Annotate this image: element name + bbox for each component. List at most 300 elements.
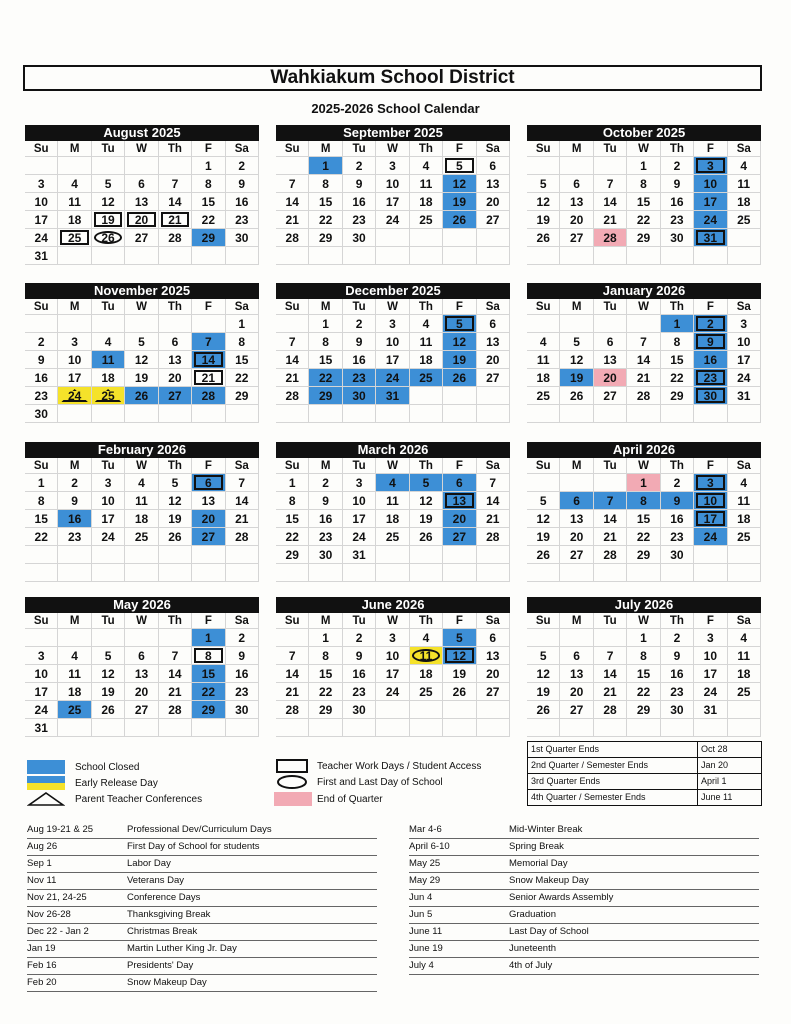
day-cell: [309, 492, 342, 510]
day-cell: [443, 351, 476, 369]
event-name: Snow Makeup Day: [509, 875, 589, 886]
day-cell: [594, 492, 627, 510]
day-cell: [661, 351, 694, 369]
month-calendar: [25, 442, 259, 582]
day-number: 23: [235, 685, 249, 699]
day-number: 8: [288, 494, 296, 508]
weekday-header: M: [309, 299, 342, 315]
day-number: 4: [71, 649, 78, 663]
empty-cell: [25, 157, 58, 175]
empty-cell: [376, 546, 409, 564]
day-number: 15: [318, 353, 333, 367]
day-cell: [276, 665, 309, 683]
empty-cell: [25, 629, 58, 647]
day-cell: [728, 387, 761, 405]
month-calendar: [25, 283, 259, 423]
day-cell: [443, 474, 476, 492]
empty-cell: [694, 719, 727, 737]
month-grid: [25, 299, 259, 423]
day-cell: [560, 665, 593, 683]
month-calendar: [527, 597, 761, 737]
day-cell: [343, 701, 376, 719]
day-number: 29: [201, 231, 216, 245]
weekday-header: Tu: [594, 458, 627, 474]
empty-cell: [410, 247, 443, 265]
closed-swatch: [27, 760, 65, 774]
day-number: 22: [201, 685, 216, 699]
event-name: Conference Days: [127, 892, 201, 903]
day-cell: [92, 665, 125, 683]
day-cell: [594, 193, 627, 211]
weekday-header: M: [58, 613, 91, 629]
day-cell: [192, 175, 225, 193]
empty-cell: [125, 719, 158, 737]
empty-cell: [192, 405, 225, 423]
day-cell: [728, 333, 761, 351]
day-cell: [477, 193, 510, 211]
day-number: 28: [285, 703, 299, 717]
weekday-header: Sa: [226, 458, 259, 474]
weekday-header: W: [125, 458, 158, 474]
day-number: 16: [352, 353, 366, 367]
empty-cell: [728, 229, 761, 247]
day-cell: [477, 351, 510, 369]
day-cell: [661, 665, 694, 683]
day-cell: [58, 175, 91, 193]
empty-cell: [309, 247, 342, 265]
day-cell: [58, 193, 91, 211]
empty-cell: [58, 719, 91, 737]
weekday-header: Su: [25, 613, 58, 629]
day-cell: [627, 193, 660, 211]
day-number: 30: [670, 703, 684, 717]
day-cell: [125, 211, 158, 229]
day-cell: [159, 510, 192, 528]
day-number: 2: [238, 631, 246, 645]
month-title: February 2026: [25, 442, 259, 458]
day-cell: [477, 665, 510, 683]
day-number: 30: [34, 407, 48, 421]
day-number: 19: [101, 685, 115, 699]
day-cell: [92, 175, 125, 193]
empty-cell: [192, 247, 225, 265]
empty-cell: [477, 564, 510, 582]
day-number: 5: [539, 649, 547, 663]
day-cell: [728, 492, 761, 510]
empty-cell: [226, 247, 259, 265]
day-number: 3: [740, 317, 748, 331]
day-cell: [477, 333, 510, 351]
day-cell: [25, 333, 58, 351]
day-cell: [192, 701, 225, 719]
month-title: March 2026: [276, 442, 510, 458]
day-number: 27: [486, 685, 500, 699]
weekday-header: Tu: [343, 613, 376, 629]
day-number: 21: [168, 685, 182, 699]
day-number: 17: [703, 512, 718, 526]
triangle-icon: [27, 792, 65, 806]
day-number: 24: [385, 685, 400, 699]
month-grid: [25, 141, 259, 265]
day-cell: [627, 333, 660, 351]
day-cell: [661, 315, 694, 333]
day-cell: [192, 492, 225, 510]
weekday-header: W: [125, 613, 158, 629]
empty-cell: [58, 247, 91, 265]
day-number: 7: [238, 476, 246, 490]
day-cell: [594, 665, 627, 683]
empty-cell: [560, 247, 593, 265]
day-number: 15: [670, 353, 684, 367]
weekday-header: Sa: [728, 299, 761, 315]
day-cell: [627, 175, 660, 193]
day-number: 12: [452, 177, 467, 191]
day-number: 15: [201, 195, 216, 209]
day-number: 17: [703, 195, 718, 209]
empty-cell: [276, 405, 309, 423]
day-cell: [694, 647, 727, 665]
day-number: 7: [288, 649, 296, 663]
day-cell: [25, 492, 58, 510]
day-number: 30: [318, 548, 333, 562]
month-calendar: [527, 283, 761, 423]
month-calendar: [25, 125, 259, 265]
event-row: [27, 839, 377, 856]
month-grid: [276, 299, 510, 423]
day-cell: [309, 351, 342, 369]
day-cell: [560, 211, 593, 229]
day-cell: [477, 474, 510, 492]
empty-cell: [226, 546, 259, 564]
weekday-header: Sa: [728, 613, 761, 629]
day-number: 18: [67, 213, 82, 227]
empty-cell: [477, 405, 510, 423]
day-number: 4: [539, 335, 547, 349]
empty-cell: [728, 546, 761, 564]
day-number: 15: [636, 512, 651, 526]
event-date: June 11: [409, 926, 443, 937]
day-cell: [159, 665, 192, 683]
weekday-header: Tu: [92, 458, 125, 474]
day-number: 3: [37, 177, 45, 191]
day-number: 7: [288, 335, 296, 349]
day-number: 3: [389, 317, 396, 331]
day-number: 21: [636, 371, 651, 385]
day-cell: [594, 683, 627, 701]
day-number: 12: [101, 667, 115, 681]
day-cell: [159, 474, 192, 492]
day-number: 23: [318, 530, 333, 544]
day-cell: [309, 629, 342, 647]
event-row: [409, 958, 759, 975]
day-cell: [226, 229, 259, 247]
day-number: 25: [67, 703, 82, 717]
day-cell: [694, 369, 727, 387]
day-cell: [25, 175, 58, 193]
day-cell: [343, 351, 376, 369]
empty-cell: [192, 564, 225, 582]
day-cell: [58, 351, 91, 369]
empty-cell: [125, 546, 158, 564]
empty-cell: [159, 546, 192, 564]
weekday-header: Sa: [477, 458, 510, 474]
day-cell: [443, 683, 476, 701]
day-number: 10: [703, 494, 718, 508]
day-number: 2: [707, 317, 714, 331]
empty-cell: [527, 157, 560, 175]
day-cell: [309, 229, 342, 247]
day-number: 19: [452, 667, 467, 681]
day-number: 25: [385, 530, 400, 544]
day-cell: [276, 211, 309, 229]
empty-cell: [627, 564, 660, 582]
day-cell: [728, 665, 761, 683]
day-number: 6: [138, 649, 145, 663]
event-date: Mar 4-6: [409, 824, 442, 835]
day-number: 22: [235, 371, 249, 385]
day-number: 10: [34, 667, 48, 681]
weekday-header: Su: [527, 299, 560, 315]
day-number: 16: [34, 371, 48, 385]
weekday-header: F: [192, 458, 225, 474]
empty-cell: [661, 247, 694, 265]
day-number: 5: [422, 476, 430, 490]
day-cell: [192, 369, 225, 387]
day-number: 7: [640, 335, 647, 349]
day-cell: [192, 474, 225, 492]
day-number: 4: [71, 177, 78, 191]
day-number: 8: [322, 177, 329, 191]
day-number: 26: [101, 231, 115, 245]
weekday-header: M: [560, 299, 593, 315]
day-number: 21: [168, 213, 182, 227]
day-number: 16: [703, 353, 718, 367]
day-number: 23: [352, 213, 366, 227]
event-date: June 19: [409, 943, 443, 954]
month-calendar: [25, 597, 259, 737]
day-number: 29: [235, 389, 249, 403]
weekday-header: Tu: [92, 613, 125, 629]
day-cell: [309, 683, 342, 701]
day-cell: [728, 315, 761, 333]
day-cell: [627, 211, 660, 229]
empty-cell: [25, 564, 58, 582]
empty-cell: [527, 564, 560, 582]
weekday-header: F: [694, 458, 727, 474]
day-number: 18: [101, 371, 115, 385]
weekday-header: Sa: [226, 613, 259, 629]
day-cell: [276, 229, 309, 247]
weekday-header: W: [125, 299, 158, 315]
empty-cell: [309, 564, 342, 582]
quarter-row: [528, 790, 761, 805]
day-cell: [309, 333, 342, 351]
quarter-date: Oct 28: [701, 744, 728, 754]
day-number: 7: [606, 649, 614, 663]
day-number: 28: [603, 703, 617, 717]
day-cell: [276, 510, 309, 528]
empty-cell: [527, 629, 560, 647]
empty-cell: [159, 719, 192, 737]
day-cell: [25, 683, 58, 701]
weekday-header: Sa: [477, 141, 510, 157]
day-cell: [560, 175, 593, 193]
day-cell: [661, 175, 694, 193]
day-number: 21: [285, 213, 299, 227]
day-number: 21: [603, 213, 617, 227]
legend-conferences: [27, 792, 202, 806]
day-number: 27: [168, 389, 182, 403]
day-number: 9: [707, 335, 714, 349]
day-cell: [226, 175, 259, 193]
day-cell: [58, 229, 91, 247]
quarter-date: Jan 20: [701, 760, 729, 770]
day-cell: [343, 492, 376, 510]
day-number: 17: [385, 667, 400, 681]
day-number: 7: [489, 476, 497, 490]
weekday-header: Su: [25, 299, 58, 315]
day-number: 16: [352, 195, 366, 209]
day-number: 5: [104, 649, 112, 663]
day-number: 1: [640, 476, 647, 490]
day-number: 29: [285, 548, 299, 562]
day-number: 28: [285, 231, 299, 245]
day-number: 23: [670, 530, 684, 544]
weekday-header: Tu: [92, 299, 125, 315]
event-name: Thanksgiving Break: [127, 909, 211, 920]
day-number: 8: [673, 335, 681, 349]
day-number: 15: [636, 667, 651, 681]
day-cell: [594, 546, 627, 564]
day-number: 9: [322, 494, 329, 508]
empty-cell: [343, 564, 376, 582]
day-cell: [376, 629, 409, 647]
day-cell: [159, 369, 192, 387]
day-cell: [661, 387, 694, 405]
day-cell: [125, 351, 158, 369]
day-number: 14: [603, 512, 617, 526]
empty-cell: [58, 315, 91, 333]
weekday-header: Tu: [594, 613, 627, 629]
day-number: 2: [355, 159, 363, 173]
day-cell: [661, 333, 694, 351]
day-number: 17: [34, 685, 48, 699]
event-row: [409, 941, 759, 958]
weekday-header: W: [627, 458, 660, 474]
day-cell: [527, 665, 560, 683]
day-number: 28: [235, 530, 249, 544]
day-cell: [527, 510, 560, 528]
empty-cell: [309, 719, 342, 737]
empty-cell: [58, 629, 91, 647]
day-cell: [376, 510, 409, 528]
day-cell: [627, 351, 660, 369]
empty-cell: [627, 315, 660, 333]
day-cell: [443, 510, 476, 528]
day-cell: [192, 665, 225, 683]
day-cell: [410, 528, 443, 546]
day-cell: [226, 474, 259, 492]
weekday-header: F: [443, 299, 476, 315]
day-number: 31: [385, 389, 400, 403]
day-cell: [92, 211, 125, 229]
event-name: 4th of July: [509, 960, 553, 971]
day-cell: [443, 369, 476, 387]
weekday-header: Sa: [477, 613, 510, 629]
weekday-header: M: [58, 299, 91, 315]
day-number: 13: [569, 195, 584, 209]
day-cell: [527, 492, 560, 510]
day-number: 28: [486, 530, 500, 544]
day-cell: [159, 175, 192, 193]
day-cell: [343, 647, 376, 665]
day-number: 23: [235, 213, 249, 227]
day-cell: [343, 629, 376, 647]
day-cell: [92, 510, 125, 528]
event-row: [409, 924, 759, 941]
day-number: 22: [285, 530, 299, 544]
day-cell: [58, 369, 91, 387]
weekday-header: Th: [410, 613, 443, 629]
day-cell: [410, 211, 443, 229]
day-number: 27: [603, 389, 617, 403]
legend-end-quarter: [274, 792, 383, 806]
empty-cell: [376, 405, 409, 423]
weekday-header: Su: [527, 141, 560, 157]
day-cell: [477, 647, 510, 665]
day-number: 15: [34, 512, 48, 526]
day-cell: [343, 387, 376, 405]
empty-cell: [25, 315, 58, 333]
day-cell: [560, 647, 593, 665]
day-cell: [125, 175, 158, 193]
day-cell: [527, 351, 560, 369]
day-cell: [627, 528, 660, 546]
day-cell: [192, 510, 225, 528]
empty-cell: [477, 701, 510, 719]
empty-cell: [376, 247, 409, 265]
day-cell: [58, 387, 91, 405]
day-cell: [527, 229, 560, 247]
day-cell: [226, 647, 259, 665]
empty-cell: [627, 247, 660, 265]
weekday-header: F: [694, 141, 727, 157]
day-number: 2: [673, 476, 681, 490]
day-number: 15: [285, 512, 299, 526]
day-cell: [58, 474, 91, 492]
weekday-header: Th: [159, 141, 192, 157]
empty-cell: [92, 719, 125, 737]
day-cell: [694, 474, 727, 492]
day-cell: [694, 510, 727, 528]
day-cell: [226, 369, 259, 387]
empty-cell: [343, 719, 376, 737]
day-cell: [728, 211, 761, 229]
day-number: 13: [486, 649, 500, 663]
day-number: 4: [740, 159, 748, 173]
day-cell: [627, 474, 660, 492]
day-number: 20: [168, 371, 182, 385]
day-cell: [376, 665, 409, 683]
event-name: Graduation: [509, 909, 557, 920]
day-cell: [92, 492, 125, 510]
day-number: 16: [67, 512, 82, 526]
legend-conferences-label: Parent Teacher Conferences: [75, 793, 203, 805]
day-number: 20: [569, 213, 584, 227]
day-cell: [443, 492, 476, 510]
day-number: 20: [134, 685, 149, 699]
day-number: 30: [235, 231, 249, 245]
